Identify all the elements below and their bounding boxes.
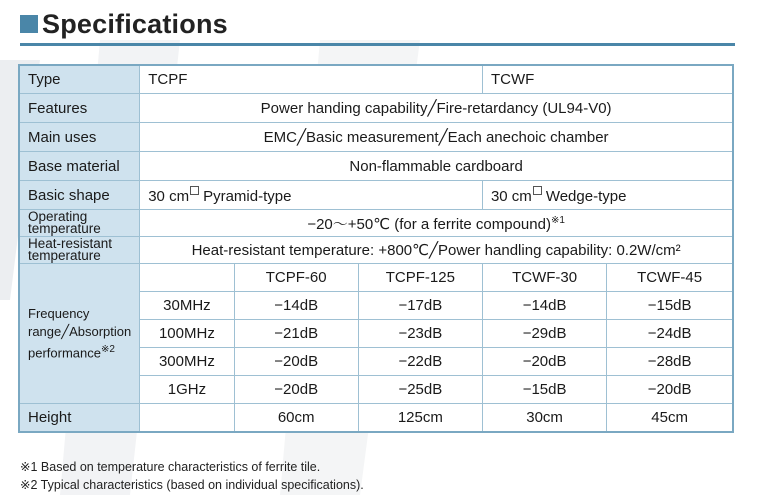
operating-temperature-text: −20～+50℃ (for a ferrite compound) bbox=[307, 215, 551, 233]
absorption-cell: −23dB bbox=[358, 320, 482, 348]
type-tcwf: TCWF bbox=[482, 65, 733, 94]
absorption-cell: −25dB bbox=[358, 376, 482, 404]
features-value: Power handing capability╱Fire-retardancy (UL94-V0) bbox=[140, 94, 733, 123]
row-base-material bbox=[19, 152, 733, 181]
tcwf-size: 30 cm bbox=[490, 187, 532, 205]
row-main-uses bbox=[19, 123, 733, 152]
footnote-2: ※2 Typical characteristics (based on individual specifications). bbox=[20, 478, 364, 492]
heat-resistant-value: Heat-resistant temperature: +800℃╱Power handling capability: 0.2W/cm² bbox=[140, 237, 733, 264]
label-basic-shape: Basic shape bbox=[19, 181, 140, 210]
label-frequency-absorption bbox=[19, 264, 140, 404]
model-header: TCWF-30 bbox=[482, 264, 606, 292]
label-main-uses: Main uses bbox=[19, 123, 140, 152]
label-operating-temperature: Operating temperature bbox=[19, 210, 140, 237]
absorption-cell: −14dB bbox=[482, 292, 606, 320]
label-heat-resistant: Heat-resistant temperature bbox=[19, 237, 140, 264]
model-header-blank bbox=[140, 264, 234, 292]
absorption-cell: −20dB bbox=[234, 376, 358, 404]
model-header: TCWF-45 bbox=[607, 264, 733, 292]
specifications-table bbox=[18, 64, 734, 433]
absorption-cell: −20dB bbox=[607, 376, 733, 404]
row-basic-shape bbox=[19, 181, 733, 210]
frequency-cell: 300MHz bbox=[140, 348, 234, 376]
absorption-cell: −29dB bbox=[482, 320, 606, 348]
frequency-label-text: Frequency range╱Absorption performance bbox=[28, 305, 132, 361]
model-header: TCPF-60 bbox=[234, 264, 358, 292]
row-operating-temperature bbox=[19, 210, 733, 237]
label-height: Height bbox=[19, 404, 140, 433]
label-base-material: Base material bbox=[19, 152, 140, 181]
type-tcpf: TCPF bbox=[140, 65, 483, 94]
label-type: Type bbox=[19, 65, 140, 94]
height-cell: 60cm bbox=[234, 404, 358, 433]
basic-shape-tcwf bbox=[482, 181, 733, 210]
page-title bbox=[20, 8, 228, 40]
footnote-mark-1: ※1 bbox=[550, 214, 565, 226]
main-uses-value: EMC╱Basic measurement╱Each anechoic chamber bbox=[140, 123, 733, 152]
absorption-cell: −20dB bbox=[234, 348, 358, 376]
absorption-cell: −20dB bbox=[482, 348, 606, 376]
frequency-cell: 100MHz bbox=[140, 320, 234, 348]
absorption-cell: −15dB bbox=[607, 292, 733, 320]
row-heat-resistant bbox=[19, 237, 733, 264]
footnote-1: ※1 Based on temperature characteristics of ferrite tile. bbox=[20, 460, 321, 474]
row-height bbox=[19, 404, 733, 433]
square-symbol-icon bbox=[190, 186, 199, 195]
base-material-value: Non-flammable cardboard bbox=[140, 152, 733, 181]
model-header: TCPF-125 bbox=[358, 264, 482, 292]
frequency-cell: 1GHz bbox=[140, 376, 234, 404]
absorption-cell: −22dB bbox=[358, 348, 482, 376]
absorption-cell: −14dB bbox=[234, 292, 358, 320]
title-square-icon bbox=[20, 15, 38, 33]
height-blank bbox=[140, 404, 234, 433]
absorption-cell: −15dB bbox=[482, 376, 606, 404]
tcwf-shape: Wedge-type bbox=[545, 187, 627, 205]
operating-temperature-value bbox=[140, 210, 733, 237]
row-model-header bbox=[19, 264, 733, 292]
square-symbol-icon bbox=[533, 186, 542, 195]
absorption-cell: −17dB bbox=[358, 292, 482, 320]
height-cell: 45cm bbox=[607, 404, 733, 433]
row-features bbox=[19, 94, 733, 123]
basic-shape-tcpf bbox=[140, 181, 483, 210]
frequency-cell: 30MHz bbox=[140, 292, 234, 320]
page-title-text: Specifications bbox=[42, 8, 228, 39]
tcpf-size: 30 cm bbox=[148, 187, 190, 205]
absorption-cell: −28dB bbox=[607, 348, 733, 376]
footnote-mark-2: ※2 bbox=[100, 343, 115, 355]
label-features: Features bbox=[19, 94, 140, 123]
height-cell: 30cm bbox=[482, 404, 606, 433]
absorption-cell: −21dB bbox=[234, 320, 358, 348]
title-divider bbox=[20, 43, 735, 46]
row-type bbox=[19, 65, 733, 94]
absorption-cell: −24dB bbox=[607, 320, 733, 348]
tcpf-shape: Pyramid-type bbox=[203, 187, 292, 205]
height-cell: 125cm bbox=[358, 404, 482, 433]
